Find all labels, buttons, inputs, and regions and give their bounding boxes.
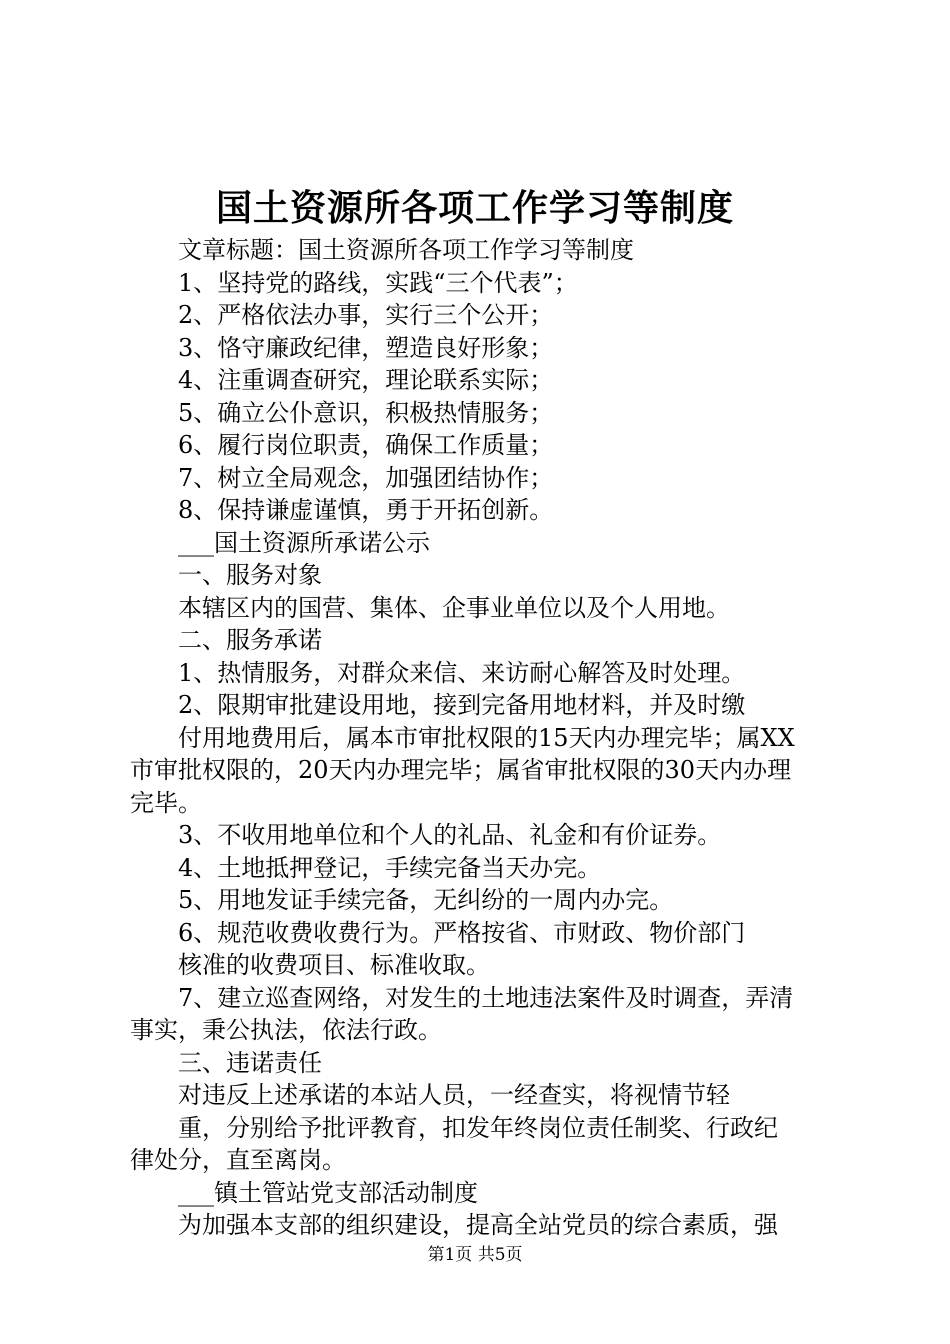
body-line: 6、规范收费收费行为。严格按省、市财政、物价部门 bbox=[178, 918, 746, 947]
body-line: 三、违诺责任 bbox=[178, 1048, 322, 1077]
body-line: 2、限期审批建设用地，接到完备用地材料，并及时缴 bbox=[178, 691, 746, 719]
document-title: 国土资源所各项工作学习等制度 bbox=[215, 187, 734, 229]
body-line: 律处分，直至离岗。 bbox=[130, 1146, 346, 1174]
page-footer: 第1页 共5页 bbox=[427, 1245, 523, 1265]
body-line: 事实，秉公执法，依法行政。 bbox=[130, 1016, 442, 1044]
body-line: 3、不收用地单位和个人的礼品、礼金和有价证券。 bbox=[178, 821, 722, 849]
body-line: 2、严格依法办事，实行三个公开； bbox=[178, 301, 554, 329]
body-line: 完毕。 bbox=[130, 788, 202, 817]
body-line: 为加强本支部的组织建设，提高全站党员的综合素质，强 bbox=[178, 1211, 778, 1239]
body-line: 5、用地发证手续完备，无纠纷的一周内办完。 bbox=[178, 886, 674, 914]
body-line: 3、恪守廉政纪律，塑造良好形象； bbox=[178, 333, 554, 362]
body-line: 5、确立公仆意识，积极热情服务； bbox=[178, 398, 554, 427]
body-line: 1、坚持党的路线，实践“三个代表”； bbox=[178, 268, 578, 297]
body-line: 7、树立全局观念，加强团结协作； bbox=[178, 463, 554, 492]
body-line: ___镇土管站党支部活动制度 bbox=[178, 1178, 478, 1207]
document-body bbox=[130, 234, 835, 1242]
body-line: 重，分别给予批评教育，扣发年终岗位责任制奖、行政纪 bbox=[178, 1113, 778, 1142]
body-line: 二、服务承诺 bbox=[178, 626, 322, 654]
body-line: 4、注重调查研究，理论联系实际； bbox=[178, 366, 554, 394]
body-line: 4、土地抵押登记，手续完备当天办完。 bbox=[178, 853, 602, 882]
body-line: 一、服务对象 bbox=[178, 561, 322, 589]
body-line: 8、保持谦虚谨慎，勇于开拓创新。 bbox=[178, 496, 554, 524]
body-line: 核准的收费项目、标准收取。 bbox=[178, 951, 490, 979]
body-line: ___国土资源所承诺公示 bbox=[178, 528, 430, 557]
body-line: 对违反上述承诺的本站人员，一经查实，将视情节轻 bbox=[178, 1081, 730, 1109]
body-line: 市审批权限的，20天内办理完毕；属省审批权限的30天内办理 bbox=[130, 756, 792, 784]
body-line: 文章标题：国土资源所各项工作学习等制度 bbox=[178, 236, 634, 264]
body-line: 本辖区内的国营、集体、企事业单位以及个人用地。 bbox=[178, 593, 730, 622]
body-line: 付用地费用后，属本市审批权限的15天内办理完毕；属XX bbox=[178, 723, 795, 752]
body-line: 6、履行岗位职责，确保工作质量； bbox=[178, 431, 554, 459]
body-line: 7、建立巡查网络，对发生的土地违法案件及时调查，弄清 bbox=[178, 983, 794, 1012]
body-line: 1、热情服务，对群众来信、来访耐心解答及时处理。 bbox=[178, 658, 746, 687]
